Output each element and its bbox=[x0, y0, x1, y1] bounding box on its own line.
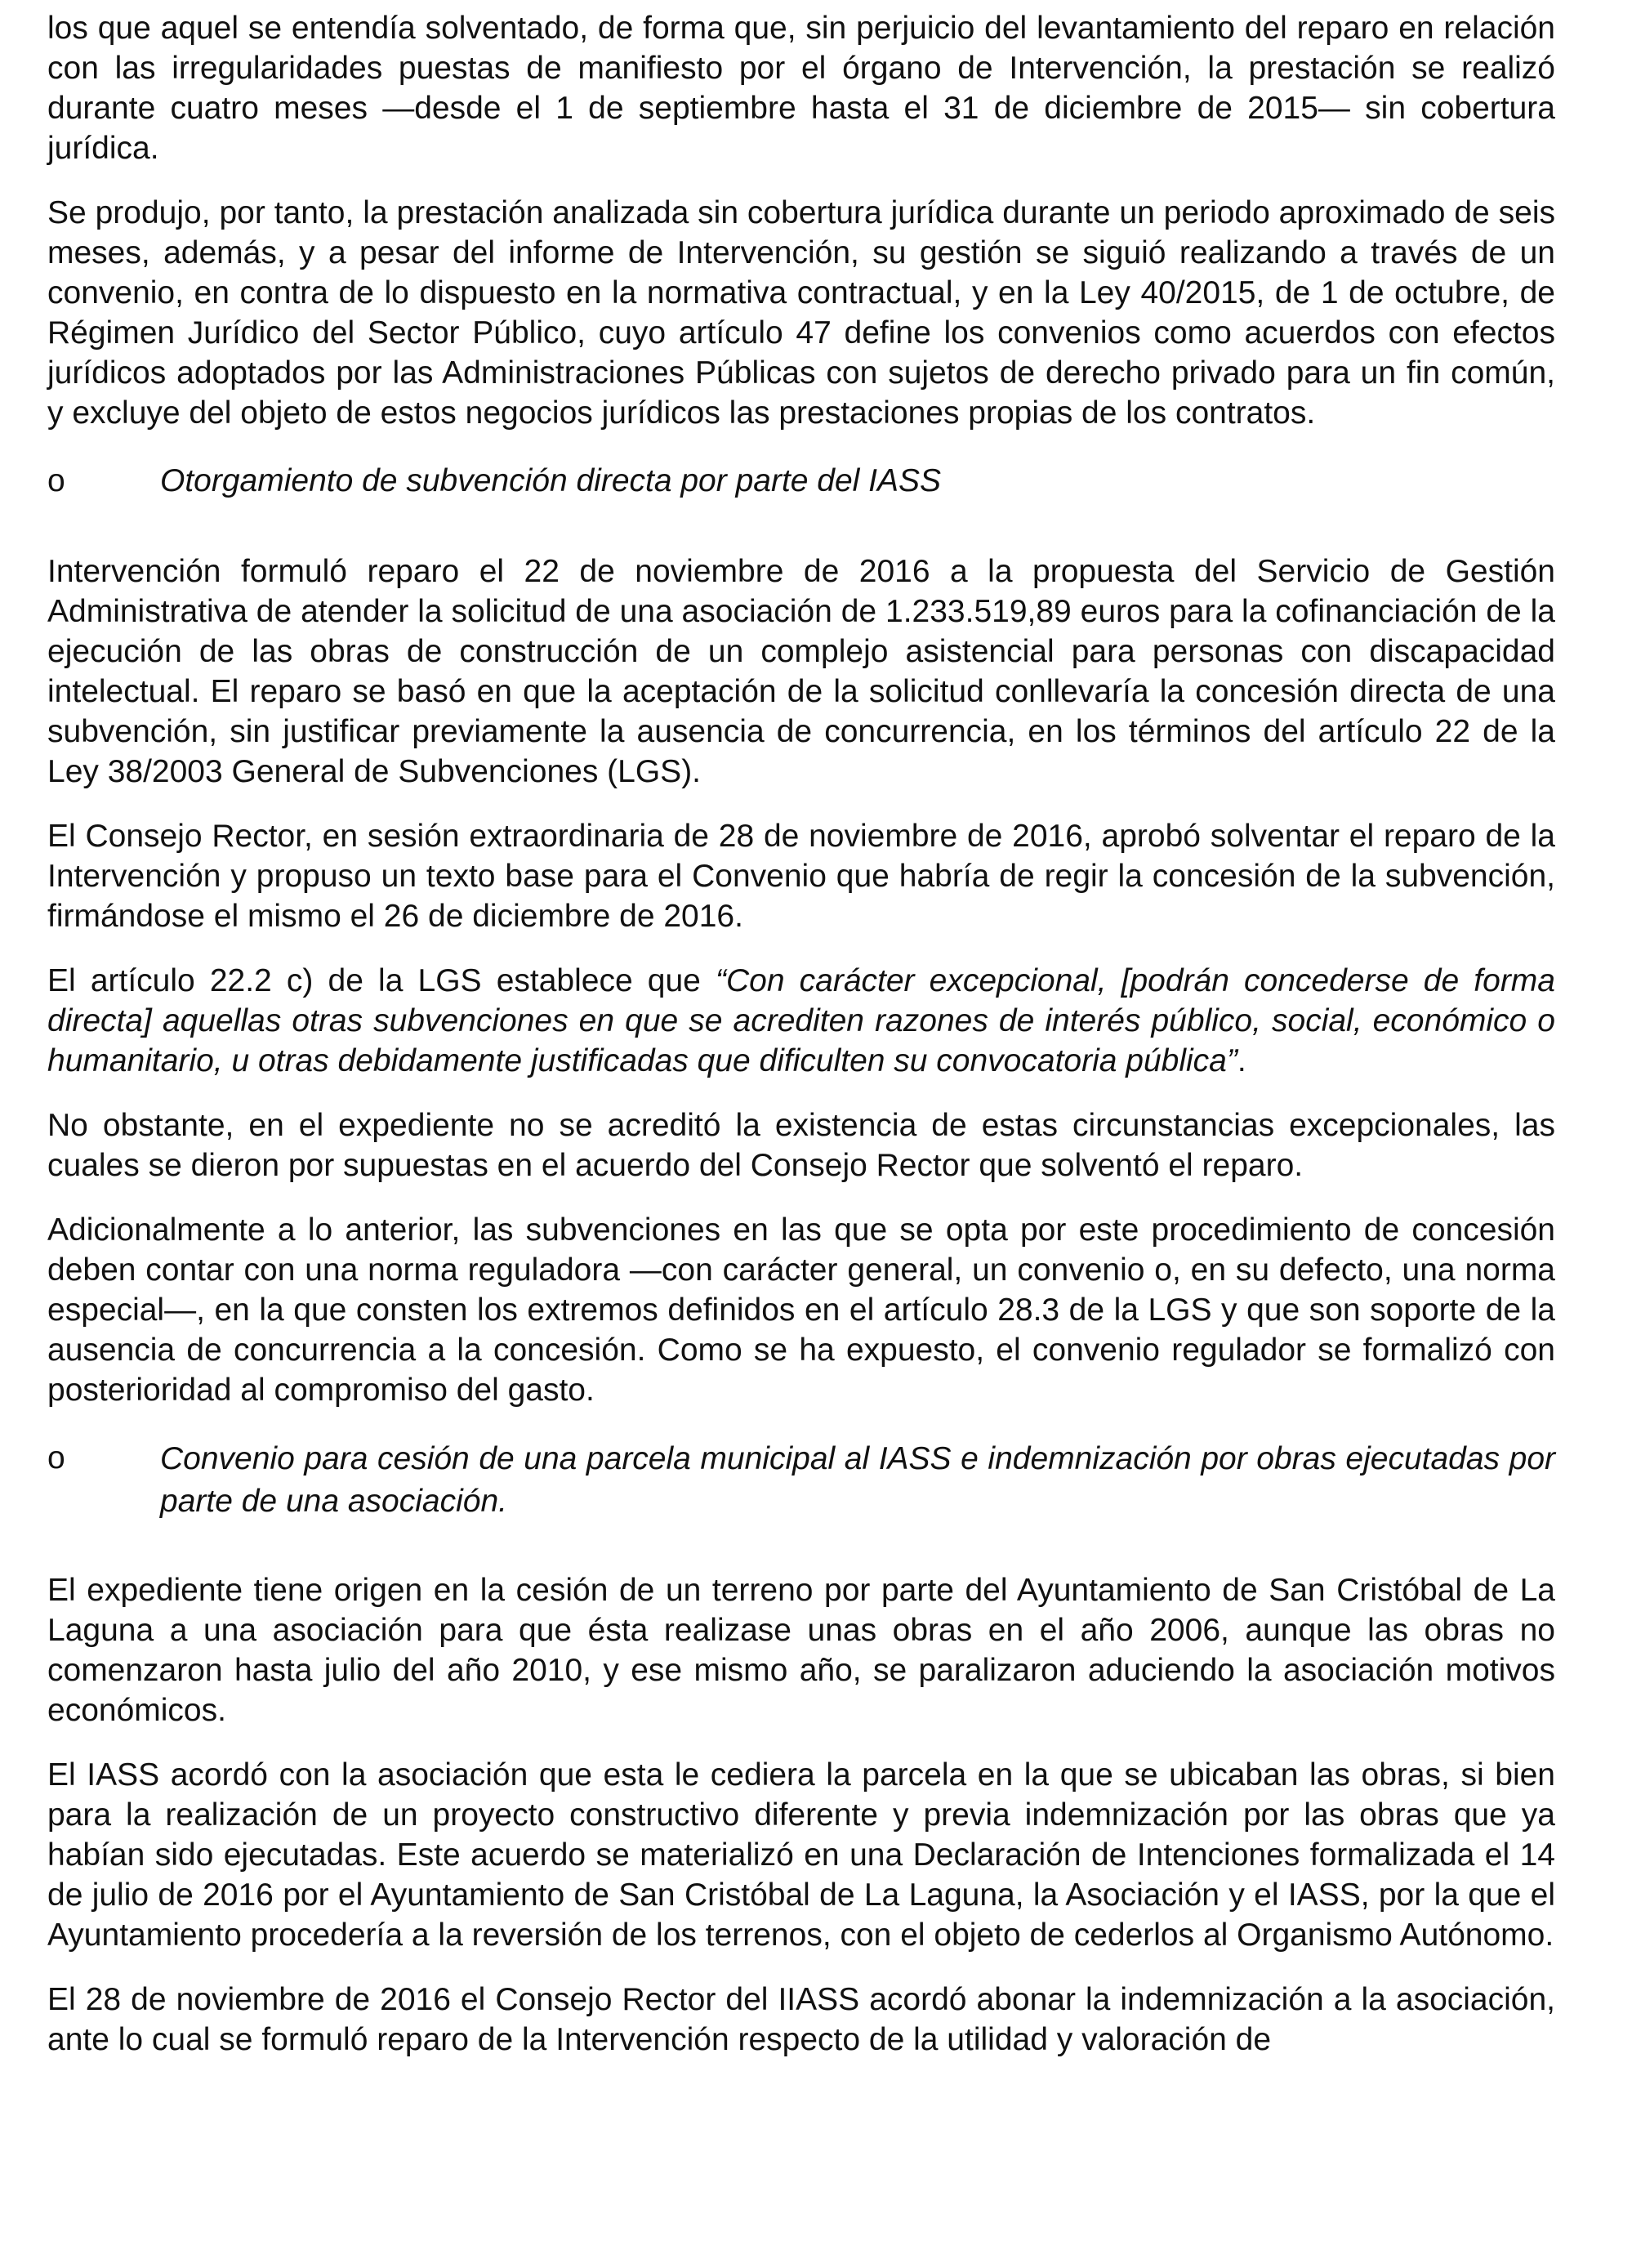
paragraph: Adicionalmente a lo anterior, las subvenciones en las que se opta por este procedimiento de concesión deben contar con una norma reguladora —con carácter general, un convenio o, en su defecto, una norma especial—, en la que consten los extremos definidos en el artículo 28.3 de la LGS y que son soporte de la ausencia de concurrencia a la concesión. Como se ha expuesto, el convenio regulador se formalizó con posterioridad al compromiso del gasto. bbox=[47, 1212, 1555, 1408]
bullet-marker: o bbox=[47, 463, 65, 498]
section-bullet-subvencion-directa bbox=[47, 461, 1555, 501]
quote-end: . bbox=[1237, 1043, 1246, 1078]
paragraph: El IASS acordó con la asociación que esta le cediera la parcela en la que se ubicaban las obras, si bien para la realización de un proyecto constructivo diferente y previa indemnización por las obras que ya habían sido ejecutadas. Este acuerdo se materializó en una Declaración de Intenciones formalizada el 14 de julio de 2016 por el Ayuntamiento de San Cristóbal de La Laguna, la Asociación y el IASS, por la que el Ayuntamiento procedería a la reversión de los terrenos, con el objeto de cederlos al Organismo Autónomo. bbox=[47, 1757, 1555, 1953]
quote-lead: El artículo 22.2 c) de la LGS establece que bbox=[47, 963, 716, 998]
paragraph: Se produjo, por tanto, la prestación analizada sin cobertura jurídica durante un periodo aproximado de seis meses, además, y a pesar del informe de Intervención, su gestión se siguió realizando a través de un convenio, en contra de lo dispuesto en la normativa contractual, y en la Ley 40/2015, de 1 de octubre, de Régimen Jurídico del Sector Público, cuyo artículo 47 define los convenios como acuerdos con efectos jurídicos adoptados por las Administraciones Públicas con sujetos de derecho privado para un fin común, y excluye del objeto de estos negocios jurídicos las prestaciones propias de los contratos. bbox=[47, 195, 1555, 431]
section-bullet-convenio-parcela bbox=[47, 1438, 1555, 1523]
paragraph: No obstante, en el expediente no se acreditó la existencia de estas circunstancias excepcionales, las cuales se dieron por supuestas en el acuerdo del Consejo Rector que solventó el reparo. bbox=[47, 1108, 1555, 1183]
paragraph-with-quote bbox=[47, 961, 1555, 1081]
bullet-marker: o bbox=[47, 1440, 65, 1476]
bullet-heading: Convenio para cesión de una parcela municipal al IASS e indemnización por obras ejecutadas por parte de una asociación. bbox=[160, 1441, 1555, 1519]
paragraph: El 28 de noviembre de 2016 el Consejo Rector del IIASS acordó abonar la indemnización a la asociación, ante lo cual se formuló reparo de la Intervención respecto de la utilidad y valoración de bbox=[47, 1982, 1555, 2057]
document-page bbox=[47, 8, 1555, 2087]
paragraph: los que aquel se entendía solventado, de forma que, sin perjuicio del levantamiento del reparo en relación con las irregularidades puestas de manifiesto por el órgano de Intervención, la prestación se realizó durante cuatro meses —desde el 1 de septiembre hasta el 31 de diciembre de 2015— sin cobertura jurídica. bbox=[47, 11, 1555, 166]
paragraph: El Consejo Rector, en sesión extraordinaria de 28 de noviembre de 2016, aprobó solventar el reparo de la Intervención y propuso un texto base para el Convenio que habría de regir la concesión de la subvención, firmándose el mismo el 26 de diciembre de 2016. bbox=[47, 819, 1555, 934]
quote-text: “Con carácter excepcional, [podrán concederse de forma directa] aquellas otras subvenciones en que se acrediten razones de interés público, social, económico o humanitario, u otras debidamente justificadas que dificulten su convocatoria pública” bbox=[47, 963, 1555, 1078]
bullet-heading: Otorgamiento de subvención directa por parte del IASS bbox=[160, 463, 942, 498]
paragraph: El expediente tiene origen en la cesión de un terreno por parte del Ayuntamiento de San Cristóbal de La Laguna a una asociación para que ésta realizase unas obras en el año 2006, aunque las obras no comenzaron hasta julio del año 2010, y ese mismo año, se paralizaron aduciendo la asociación motivos económicos. bbox=[47, 1573, 1555, 1728]
paragraph: Intervención formuló reparo el 22 de noviembre de 2016 a la propuesta del Servicio de Gestión Administrativa de atender la solicitud de una asociación de 1.233.519,89 euros para la cofinanciación de la ejecución de las obras de construcción de un complejo asistencial para personas con discapacidad intelectual. El reparo se basó en que la aceptación de la solicitud conllevaría la concesión directa de una subvención, sin justificar previamente la ausencia de concurrencia, en los términos del artículo 22 de la Ley 38/2003 General de Subvenciones (LGS). bbox=[47, 554, 1555, 789]
